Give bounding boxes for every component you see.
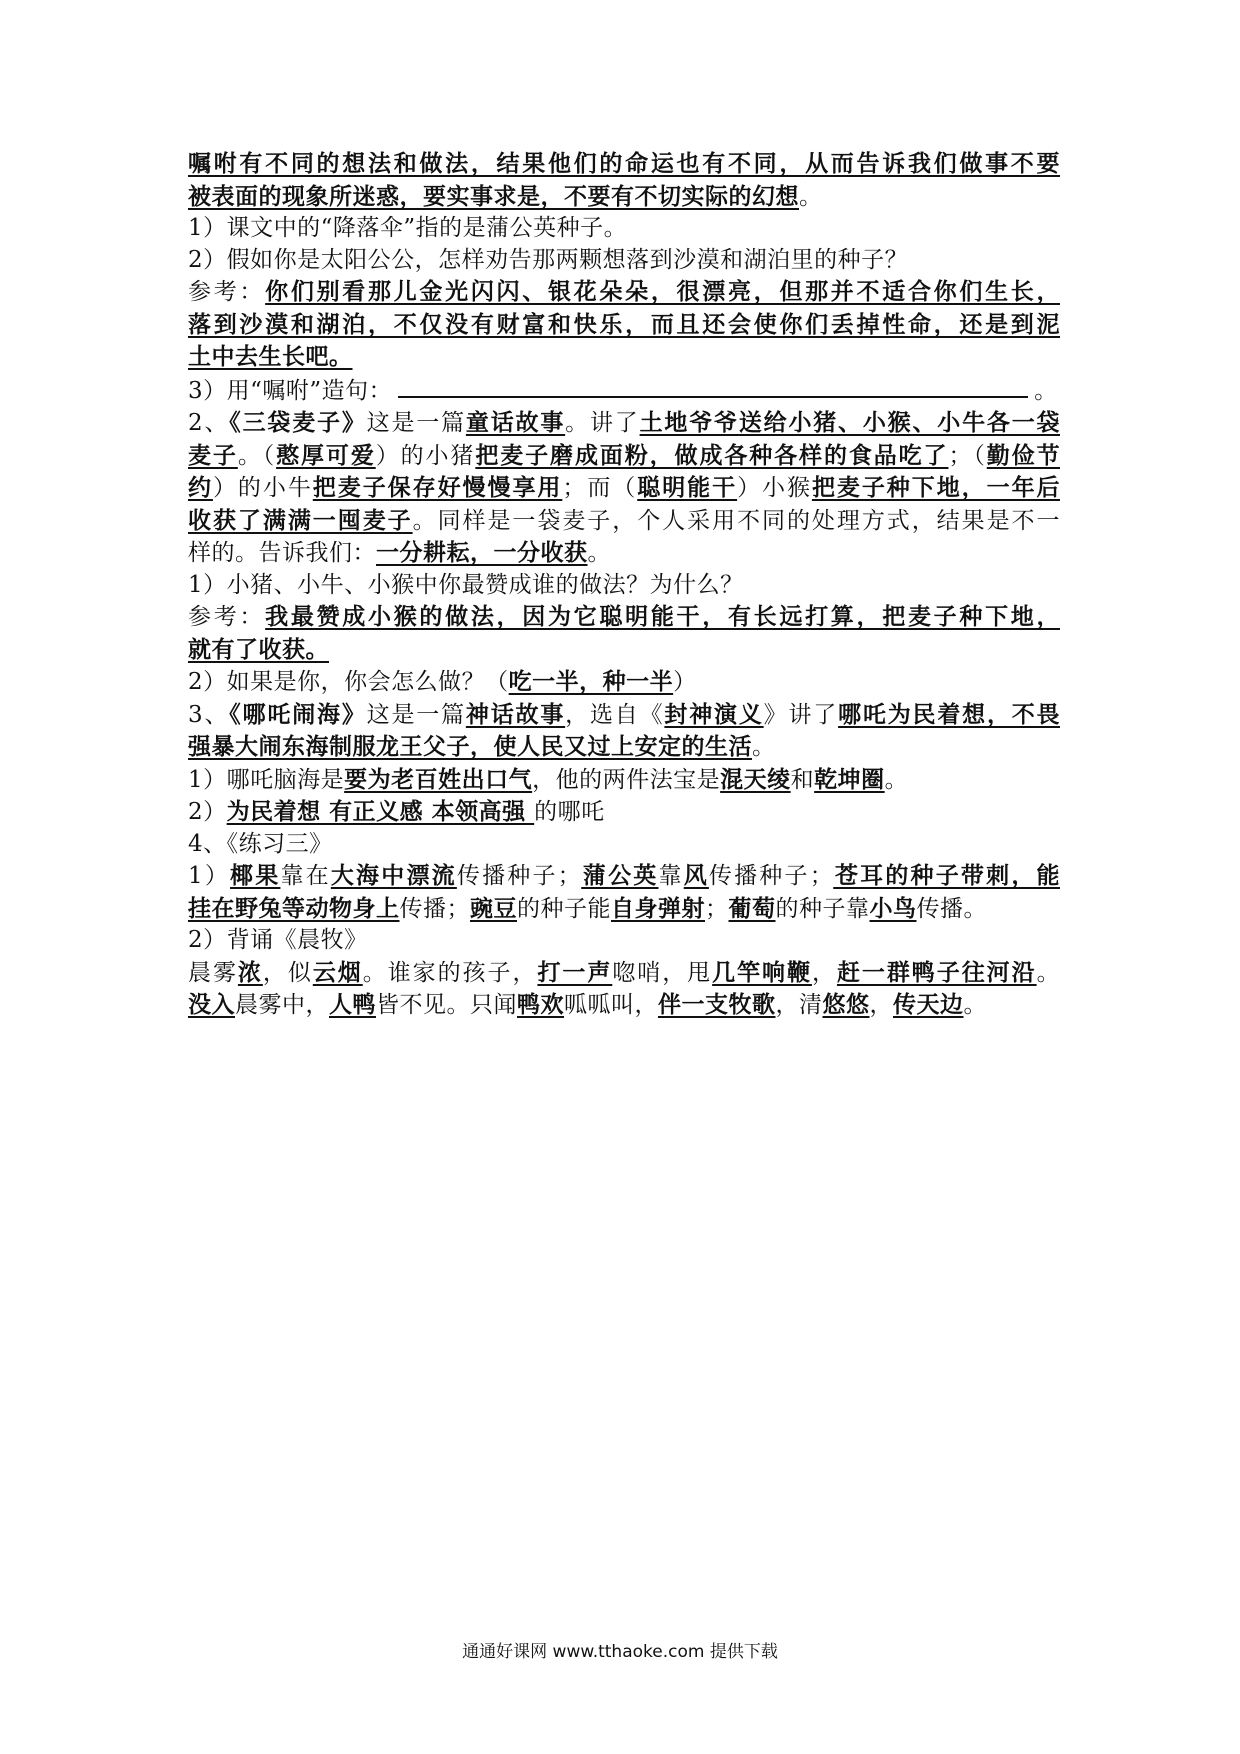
- underlined-answer: 就有了收获。: [188, 635, 329, 663]
- text-line: [188, 893, 1060, 926]
- underlined-answer: 麦子: [188, 441, 238, 469]
- text-segment: ；而（: [562, 475, 638, 501]
- underlined-answer: 约: [188, 474, 213, 501]
- underlined-answer: 从而告诉我们做事不要: [805, 150, 1060, 177]
- text-line: [188, 407, 1060, 440]
- underlined-answer: 把麦子种下地，一年后: [811, 474, 1060, 501]
- text-segment: 2、: [188, 410, 230, 436]
- text-segment: 2）假如你是太阳公公，怎样劝告那两颗想落到沙漠和湖泊里的种子？: [188, 246, 909, 273]
- text-line: [188, 276, 1060, 309]
- text-line: [188, 245, 1060, 277]
- text-segment: 的种子能: [517, 895, 611, 922]
- text-segment: 。同样是一袋麦子，个人采用不同的处理方式，结果是不一: [412, 507, 1060, 534]
- text-segment: 这是一篇: [366, 410, 466, 436]
- underlined-answer: 小鸟: [869, 894, 917, 922]
- underlined-answer: 童话故事: [465, 409, 566, 436]
- underlined-answer: 风: [683, 862, 709, 889]
- underlined-answer: 你们别看那儿金光闪闪、银花朵朵，很漂亮，但那并不适合你们生长，: [265, 278, 1060, 305]
- text-segment: 传播；: [399, 895, 470, 922]
- underlined-answer: 浓: [237, 958, 263, 986]
- text-segment: 。: [1036, 959, 1060, 986]
- text-segment: 唿哨，甩: [612, 959, 713, 986]
- text-line: [188, 764, 1060, 797]
- text-line: [188, 181, 1060, 214]
- underlined-answer: 为民着想 有正义感 本领高强: [226, 798, 535, 825]
- text-segment: 2）如果是你，你会怎么做？（: [188, 669, 509, 695]
- text-segment: 这是一篇: [366, 701, 466, 728]
- underlined-answer: 悠悠: [822, 991, 870, 1018]
- text-segment: 传播种子；: [456, 863, 582, 889]
- text-segment: ，选自《: [565, 701, 665, 728]
- text-segment: 3、: [188, 701, 230, 728]
- text-segment: 1）小猪、小牛、小猴中你最赞成谁的做法？为什么？: [188, 571, 744, 598]
- text-line: [188, 925, 1060, 957]
- underlined-answer: 椰果: [230, 862, 281, 889]
- text-line: [188, 341, 1060, 374]
- text-segment: 。: [963, 992, 987, 1018]
- text-segment: 2）背诵《晨牧》: [188, 927, 368, 953]
- text-line: [188, 796, 1060, 829]
- text-segment: 。: [1034, 377, 1058, 404]
- text-segment: 1）课文中的“降落伞”指的是蒲公英种子。: [188, 215, 628, 241]
- text-segment: ，: [811, 959, 837, 986]
- text-line: [188, 148, 1060, 181]
- text-segment: 呱呱叫，: [564, 992, 658, 1018]
- text-segment: ；（: [948, 442, 987, 469]
- underlined-answer: 没入: [188, 991, 235, 1018]
- text-segment: ，他的两件法宝是: [532, 766, 721, 793]
- underlined-answer: 哪吒为民着想，不畏: [838, 700, 1060, 728]
- underlined-answer: 强暴大闹东海制服龙王父子，使人民又过上安定的生活: [188, 733, 752, 760]
- text-line: [188, 666, 1060, 699]
- text-segment: 和: [790, 766, 815, 793]
- text-segment: 皆不见。只闻: [376, 992, 517, 1018]
- underlined-answer: 聪明能干: [637, 474, 738, 501]
- text-segment: ，: [869, 992, 893, 1018]
- text-segment: ，似: [262, 959, 313, 986]
- text-line: [188, 505, 1060, 538]
- underlined-answer: 吃一半，种一半: [508, 668, 674, 695]
- underlined-answer: 伴一支牧歌: [658, 991, 776, 1018]
- text-segment: ，清: [775, 992, 823, 1018]
- underlined-answer: 大海中漂流: [330, 862, 457, 889]
- text-segment: ）: [673, 669, 697, 695]
- underlined-answer: 被表面的现象所迷惑，要实事求是，不要有不切实际的幻想: [188, 182, 799, 210]
- text-line: [188, 699, 1060, 732]
- underlined-answer: 赶一群鸭子往河沿: [836, 958, 1037, 986]
- text-line: [188, 829, 1060, 861]
- text-line: [188, 472, 1060, 505]
- text-segment: 。谁家的孩子，: [362, 959, 538, 986]
- text-segment: ）的小猪: [375, 442, 476, 469]
- text-segment: ）小猴: [737, 475, 812, 501]
- text-segment: 晨雾: [188, 959, 238, 986]
- text-line: [188, 309, 1060, 342]
- text-segment: 。（: [237, 442, 277, 469]
- underlined-answer: 一分耕耘，一分收获: [376, 539, 588, 566]
- underlined-answer: 混天绫: [720, 765, 791, 793]
- text-segment: 参考：: [188, 279, 266, 305]
- text-segment: 样的。告诉我们：: [188, 540, 376, 566]
- underlined-answer: 鸭欢: [517, 991, 564, 1018]
- text-line: [188, 537, 1060, 570]
- page-footer: 通通好课网 www.tthaoke.com 提供下载: [462, 1642, 778, 1662]
- underlined-answer: 把麦子保存好慢慢享用: [312, 474, 563, 501]
- underlined-answer: 憨厚可爱: [276, 441, 376, 469]
- text-segment: 的种子靠: [775, 895, 870, 922]
- text-segment: 。: [799, 183, 823, 210]
- text-segment: 。: [752, 734, 776, 760]
- underlined-answer: 土中去生长吧。: [188, 343, 353, 370]
- text-segment: ）的小牛: [212, 475, 313, 501]
- text-line: [188, 634, 1060, 667]
- document-body: [188, 148, 1060, 1022]
- text-segment: 。讲了: [565, 410, 640, 436]
- underlined-answer: 苍耳的种子带刺，能: [833, 862, 1060, 889]
- underlined-answer: 葡萄: [728, 894, 776, 922]
- text-segment: 》讲了: [763, 701, 839, 728]
- text-segment: 4、《练习三》: [188, 830, 333, 857]
- text-line: [188, 440, 1060, 473]
- text-segment: 。: [884, 766, 909, 793]
- text-segment: 3）用“嘱咐”造句：: [188, 377, 393, 404]
- text-segment: 《哪吒闹海》: [229, 700, 367, 728]
- underlined-answer: 嘱咐有不同的想法和做法，结果他们的命运也有不同，: [188, 150, 806, 177]
- underlined-answer: 人鸭: [329, 991, 376, 1018]
- text-line: [188, 601, 1060, 634]
- text-line: [188, 213, 1060, 245]
- underlined-answer: 自身弹射: [611, 894, 705, 922]
- text-segment: 《三袋麦子》: [229, 409, 367, 436]
- underlined-answer: 乾坤圈: [814, 765, 885, 793]
- underlined-answer: 我最赞成小猴的做法，因为它聪明能干，有长远打算，把麦子种下地，: [265, 603, 1060, 630]
- answer-blank: [398, 374, 1028, 398]
- text-segment: 1）哪吒脑海是: [188, 766, 345, 793]
- text-line: [188, 731, 1060, 764]
- text-segment: 传播种子；: [708, 863, 834, 889]
- text-segment: 。: [587, 540, 611, 566]
- underlined-answer: 神话故事: [465, 700, 566, 728]
- underlined-answer: 封神演义: [664, 700, 764, 728]
- text-segment: 的哪吒: [534, 799, 605, 825]
- text-line: [188, 989, 1060, 1022]
- text-segment: 参考：: [188, 604, 266, 630]
- underlined-answer: 传天边: [893, 991, 964, 1018]
- text-line: [188, 957, 1060, 990]
- underlined-answer: 落到沙漠和湖泊，不仅没有财富和快乐，而且还会使你们丢掉性命，还是到泥: [188, 310, 1060, 338]
- underlined-answer: 豌豆: [470, 894, 517, 922]
- underlined-answer: 蒲公英: [581, 862, 659, 889]
- text-segment: 2）: [188, 799, 227, 825]
- text-line: [188, 570, 1060, 602]
- underlined-answer: 勤俭节: [986, 441, 1060, 469]
- underlined-answer: 收获了满满一囤麦子: [188, 506, 413, 534]
- text-segment: ；: [705, 895, 729, 922]
- text-line: [188, 374, 1060, 408]
- text-segment: 传播。: [916, 895, 987, 922]
- underlined-answer: 土地爷爷送给小猪、小猴、小牛各一袋: [639, 409, 1060, 436]
- text-segment: 靠: [658, 863, 684, 889]
- text-segment: 1）: [188, 863, 231, 889]
- underlined-answer: 云烟: [312, 958, 363, 986]
- text-segment: 晨雾中，: [235, 992, 329, 1018]
- underlined-answer: 把麦子磨成面粉，做成各种各样的食品吃了: [475, 441, 949, 469]
- underlined-answer: 打一声: [537, 958, 613, 986]
- underlined-answer: 要为老百姓出口气: [344, 765, 533, 793]
- underlined-answer: 挂在野兔等动物身上: [188, 894, 400, 922]
- text-line: [188, 860, 1060, 893]
- text-segment: 靠在: [280, 863, 331, 889]
- underlined-answer: 几竿响鞭: [712, 958, 812, 986]
